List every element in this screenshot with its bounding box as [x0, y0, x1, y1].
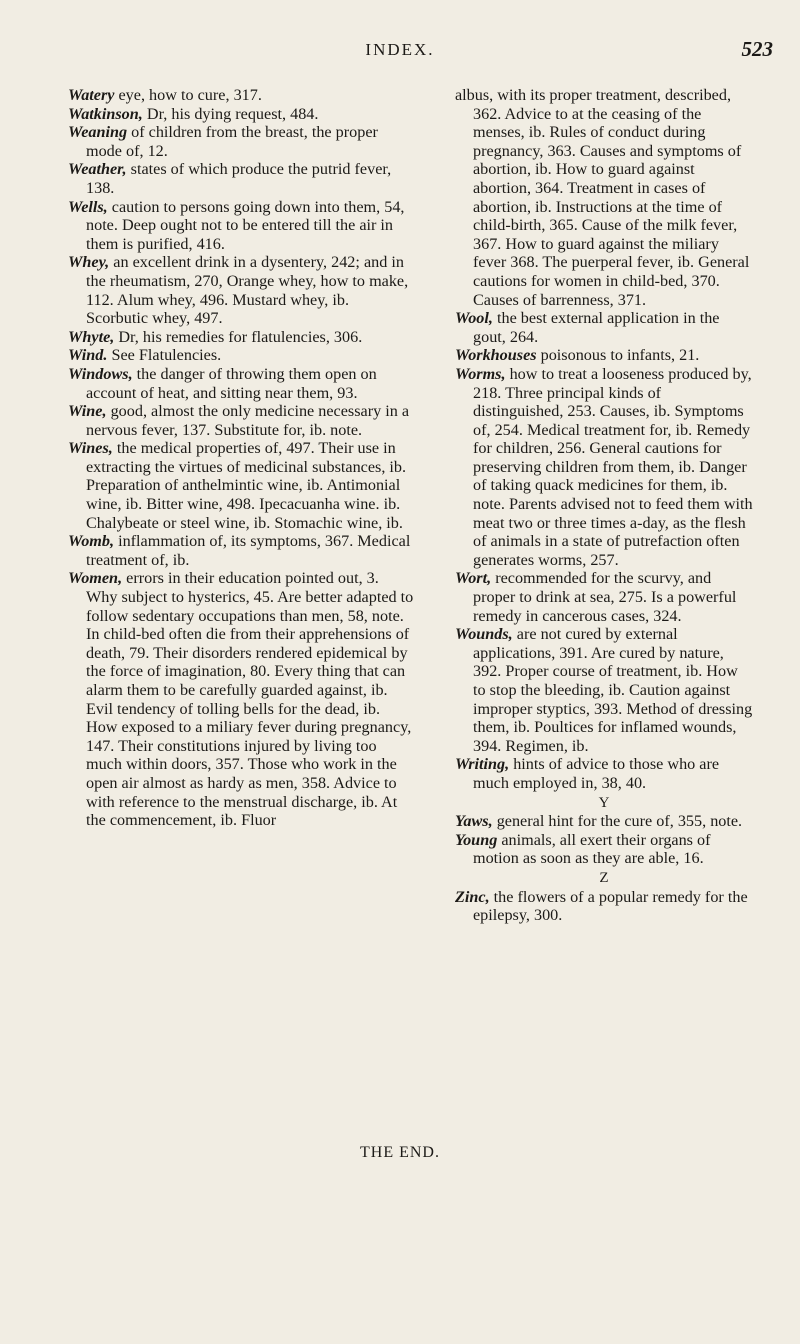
index-entry-text: the danger of throwing them open on account of heat, and sitting near them, 93. — [86, 364, 377, 402]
index-headword: Weather, — [68, 160, 127, 179]
index-entry — [68, 86, 414, 105]
index-headword: Wool, — [455, 309, 493, 328]
index-entry — [455, 309, 753, 346]
index-entry-text: states of which produce the putrid fever, 138. — [86, 160, 392, 197]
index-headword: Young — [455, 830, 498, 849]
index-entry — [455, 888, 753, 925]
index-headword: Workhouses — [455, 346, 537, 365]
index-entry-text: Dr, his remedies for flatulencies, 306. — [114, 327, 363, 346]
index-headword: Watery — [68, 86, 115, 104]
index-headword: Wort, — [455, 569, 492, 588]
index-headword: Wounds, — [455, 625, 513, 644]
index-entry-text: eye, how to cure, 317. — [114, 86, 262, 104]
index-headword: Wines, — [68, 439, 113, 458]
index-headword: Wine, — [68, 402, 107, 421]
index-entry — [68, 346, 414, 365]
index-entry — [68, 253, 414, 327]
index-entry-text: the flowers of a popular remedy for the epilepsy, 300. — [473, 887, 748, 925]
index-entry — [68, 123, 414, 160]
index-entry — [68, 328, 414, 347]
index-entry — [68, 198, 414, 254]
section-letter: Z — [599, 869, 609, 886]
index-entry-text: hints of advice to those who are much employed in, 38, 40. — [473, 755, 720, 792]
index-entry-text: are not cured by external applications, 391. Are cured by nature, 392. Proper course of treatment, ib. How to stop the bleeding, ib. Caution against improper styptics, 393. Method of dressing them, ib. Poultices for inflamed wounds, 394. Regimen, ib. — [473, 625, 753, 755]
running-title: INDEX. — [365, 40, 435, 59]
index-entry — [455, 569, 753, 625]
the-end-footer: THE END. — [360, 1144, 440, 1161]
index-entry — [68, 365, 414, 402]
index-entry — [455, 86, 753, 309]
index-entry-text: caution to persons going down into them, 54, note. Deep ought not to be entered till the air in them is purified, 416. — [86, 197, 405, 253]
index-entry-text: good, almost the only medicine necessary in a nervous fever, 137. Substitute for, ib. note. — [86, 402, 410, 439]
index-entry — [68, 532, 414, 569]
page-header — [0, 37, 800, 80]
index-entry — [68, 105, 414, 124]
index-headword: Zinc, — [455, 887, 490, 906]
index-entry-text: how to treat a looseness produced by, 218. Three principal kinds of distinguished, 253. Causes, ib. Symptoms of, 254. Medical treatment for, ib. Remedy for children, 256. General cautions for preserving children from them, ib. Danger of taking quack medicines for them, ib. note. Parents advised not to feed them with meat two or three times a-day, as the flesh of animals in a state of putrefaction often generates worms, 257. — [473, 364, 753, 569]
index-column-left — [68, 86, 414, 830]
index-headword: Wells, — [68, 197, 108, 216]
index-headword: Whyte, — [68, 327, 115, 346]
index-entry-text: of children from the breast, the proper mode of, 12. — [86, 123, 378, 160]
index-entry — [455, 755, 753, 792]
index-entry-text: poisonous to infants, 21. — [536, 346, 700, 365]
index-entry — [68, 569, 414, 829]
page-number: 523 — [741, 37, 773, 61]
index-headword: Weaning — [68, 123, 128, 142]
index-entry — [455, 346, 753, 365]
index-column-right — [455, 86, 753, 925]
index-headword: Womb, — [68, 532, 115, 551]
index-entry-text: inflammation of, its symptoms, 367. Medical treatment of, ib. — [86, 532, 411, 569]
index-headword: Worms, — [455, 364, 506, 383]
index-entry — [455, 831, 753, 868]
index-entry-text: the best external application in the gout, 264. — [473, 309, 720, 346]
index-entry — [455, 812, 753, 831]
index-headword: Whey, — [68, 253, 110, 272]
index-headword: Watkinson, — [68, 104, 143, 123]
index-entry — [68, 160, 414, 197]
index-entry — [455, 365, 753, 570]
index-entry-text: Dr, his dying request, 484. — [142, 104, 319, 123]
index-headword: Writing, — [455, 755, 510, 774]
index-headword: Wind. — [68, 346, 108, 365]
index-entry — [68, 402, 414, 439]
index-headword: Women, — [68, 569, 123, 588]
index-entry-text: animals, all exert their organs of motion as soon as they are able, 16. — [473, 830, 711, 868]
index-entry-text: errors in their education pointed out, 3. Why subject to hysterics, 45. Are better adapted to follow sedentary occupations than men, 58, note. In child-bed often die from their apprehensions of death, 79. Their disorders rendered epidemical by the force of imagination, 80. Every thing that can alarm them to be carefully guarded against, ib. Evil tendency of tolling bells for the dead, ib. How exposed to a miliary fever during pregnancy, 147. Their constitutions injured by living too much within doors, 357. Those who work in the open air almost as hardy as men, 358. Advice to with reference to the menstrual discharge, ib. At the commencement, ib. Fluor — [86, 569, 414, 830]
index-entry-text: an excellent drink in a dysentery, 242; and in the rheumatism, 270, Orange whey, how to make, 112. Alum whey, 496. Mustard whey, ib. Scorbutic whey, 497. — [86, 253, 409, 328]
index-entry — [455, 625, 753, 755]
index-headword: Windows, — [68, 364, 133, 383]
index-entry — [68, 439, 414, 532]
index-entry-text: See Flatulencies. — [107, 346, 222, 365]
index-entry-text: recommended for the scurvy, and proper to drink at sea, 275. Is a powerful remedy in cancerous cases, 324. — [473, 569, 737, 625]
index-entry-text: the medical properties of, 497. Their use in extracting the virtues of medicinal substances, ib. Preparation of anthelmintic wine, ib. Antimonial wine, ib. Bitter wine, 498. Ipecacuanha wine. ib. Chalybeate or steel wine, ib. Stomachic wine, ib. — [86, 439, 407, 532]
index-entry-text: albus, with its proper treatment, described, 362. Advice to at the ceasing of the menses, ib. Rules of conduct during pregnancy, 363. Causes and symptoms of abortion, ib. How to guard against abortion, 364. Treatment in cases of abortion, ib. Instructions at the time of child-birth, 365. Cause of the milk fever, 367. How to guard against the miliary fever 368. The puerperal fever, ib. General cautions for women in child-bed, 370. Causes of barrenness, 371. — [455, 86, 750, 309]
section-letter: Y — [598, 794, 610, 811]
index-headword: Yaws, — [455, 812, 493, 831]
index-entry-text: general hint for the cure of, 355, note. — [492, 812, 743, 831]
